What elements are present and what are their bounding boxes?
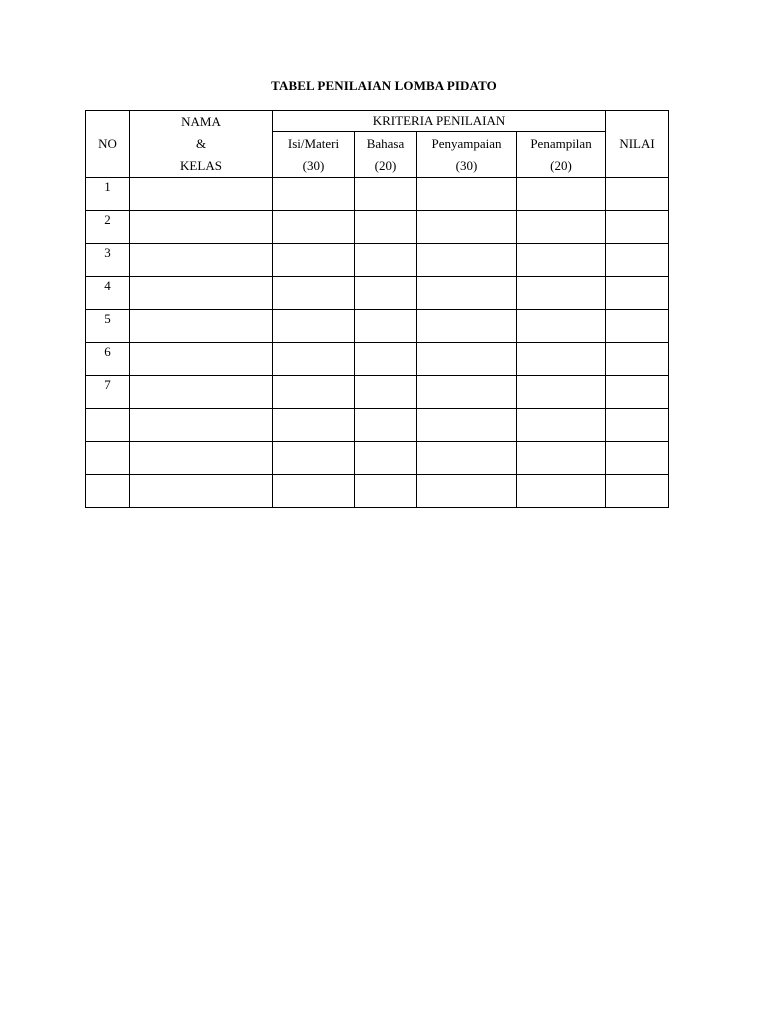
score-table (85, 110, 669, 508)
bahasa-cell (355, 409, 417, 442)
penyampaian-cell (417, 442, 517, 475)
penampilan-cell (517, 244, 606, 277)
criterion-bahasa (355, 132, 417, 178)
table-row (86, 376, 669, 409)
criterion-penampilan (517, 132, 606, 178)
criterion-label: Isi/Materi (287, 135, 340, 151)
penyampaian-cell (417, 376, 517, 409)
isi-materi-cell (273, 310, 355, 343)
penampilan-cell (517, 310, 606, 343)
penampilan-cell (517, 178, 606, 211)
document-title: TABEL PENILAIAN LOMBA PIDATO (271, 78, 497, 93)
nama-cell (130, 442, 273, 475)
isi-materi-cell (273, 211, 355, 244)
nilai-cell (606, 277, 669, 310)
bahasa-cell (355, 376, 417, 409)
nilai-cell (606, 475, 669, 508)
nilai-cell (606, 211, 669, 244)
criterion-label: Penampilan (530, 135, 592, 151)
penampilan-cell (517, 442, 606, 475)
penampilan-cell (517, 409, 606, 442)
isi-materi-cell (273, 244, 355, 277)
criterion-penyampaian (417, 132, 517, 178)
bahasa-cell (355, 310, 417, 343)
nilai-cell (606, 244, 669, 277)
criterion-points: (30) (455, 157, 478, 173)
nama-cell (130, 178, 273, 211)
penyampaian-cell (417, 178, 517, 211)
table-row (86, 343, 669, 376)
isi-materi-cell (273, 178, 355, 211)
table-row (86, 310, 669, 343)
penyampaian-cell (417, 310, 517, 343)
isi-materi-cell (273, 442, 355, 475)
table-row (86, 244, 669, 277)
penyampaian-cell (417, 409, 517, 442)
table-row (86, 442, 669, 475)
bahasa-cell (355, 277, 417, 310)
row-number: 2 (86, 211, 130, 244)
nama-cell (130, 211, 273, 244)
isi-materi-cell (273, 475, 355, 508)
penampilan-cell (517, 277, 606, 310)
penampilan-cell (517, 211, 606, 244)
nama-cell (130, 409, 273, 442)
criterion-points: (20) (550, 157, 572, 173)
penyampaian-cell (417, 211, 517, 244)
table-row (86, 409, 669, 442)
penyampaian-cell (417, 277, 517, 310)
row-number: 7 (86, 376, 130, 409)
row-number (86, 409, 130, 442)
penampilan-cell (517, 343, 606, 376)
header-kriteria: KRITERIA PENILAIAN (273, 111, 606, 132)
bahasa-cell (355, 442, 417, 475)
row-number: 6 (86, 343, 130, 376)
header-nilai: NILAI (606, 111, 669, 178)
criterion-label: Bahasa (366, 135, 405, 151)
header-nama: NAMA (181, 114, 221, 129)
nama-cell (130, 376, 273, 409)
table-body (86, 178, 669, 508)
bahasa-cell (355, 244, 417, 277)
isi-materi-cell (273, 409, 355, 442)
nilai-cell (606, 310, 669, 343)
bahasa-cell (355, 211, 417, 244)
bahasa-cell (355, 178, 417, 211)
header-ampersand: & (195, 136, 207, 151)
row-number: 4 (86, 277, 130, 310)
row-number: 5 (86, 310, 130, 343)
table-row (86, 277, 669, 310)
row-number (86, 442, 130, 475)
nama-cell (130, 475, 273, 508)
header-kelas: KELAS (180, 158, 222, 173)
penyampaian-cell (417, 343, 517, 376)
nilai-cell (606, 178, 669, 211)
row-number: 3 (86, 244, 130, 277)
nilai-cell (606, 442, 669, 475)
row-number (86, 475, 130, 508)
penyampaian-cell (417, 244, 517, 277)
isi-materi-cell (273, 376, 355, 409)
bahasa-cell (355, 343, 417, 376)
criterion-label: Penyampaian (431, 135, 502, 151)
header-nama-kelas (130, 111, 273, 178)
criterion-points: (30) (302, 157, 325, 173)
isi-materi-cell (273, 277, 355, 310)
nilai-cell (606, 343, 669, 376)
nama-cell (130, 244, 273, 277)
penampilan-cell (517, 376, 606, 409)
penyampaian-cell (417, 475, 517, 508)
table-row (86, 475, 669, 508)
nilai-cell (606, 376, 669, 409)
nilai-cell (606, 409, 669, 442)
penampilan-cell (517, 475, 606, 508)
criterion-points: (20) (374, 157, 397, 173)
table-row (86, 178, 669, 211)
criterion-isi-materi (273, 132, 355, 178)
row-number: 1 (86, 178, 130, 211)
table-row (86, 211, 669, 244)
isi-materi-cell (273, 343, 355, 376)
nama-cell (130, 277, 273, 310)
bahasa-cell (355, 475, 417, 508)
nama-cell (130, 310, 273, 343)
nama-cell (130, 343, 273, 376)
header-no: NO (86, 111, 130, 178)
